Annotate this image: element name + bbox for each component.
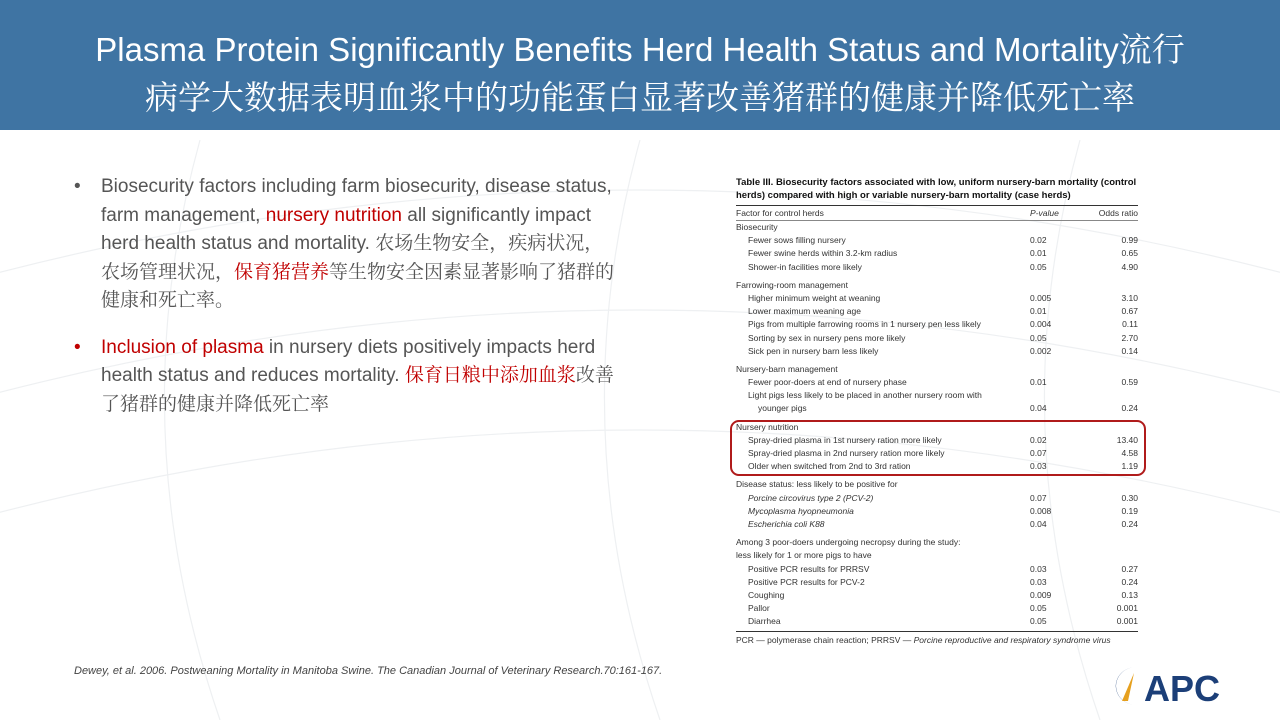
title-banner	[0, 0, 1280, 130]
bullet-list	[74, 173, 619, 437]
cell-odds-ratio: 4.90	[1121, 261, 1138, 272]
cell-odds-ratio: 0.30	[1121, 492, 1138, 503]
bullet-text: all significantly impact herd health status and mortality. 农场生物安全，疾病状况，农场管理状况，	[101, 204, 604, 283]
bullet-marker: •	[74, 176, 81, 197]
cell-odds-ratio: 0.001	[1116, 616, 1138, 627]
cell-pvalue: 0.02	[1030, 434, 1047, 445]
table-header	[736, 206, 1138, 220]
logo-text: APC	[1144, 668, 1221, 708]
table-group-heading: Nursery nutrition	[736, 421, 799, 432]
cell-odds-ratio: 0.27	[1121, 563, 1138, 574]
table-row	[736, 332, 1138, 345]
table-row	[736, 505, 1138, 518]
cell-pvalue	[1030, 389, 1090, 402]
bullet-biosecurity	[74, 173, 619, 316]
citation: Dewey, et al. 2006. Postweaning Mortality in Manitoba Swine. The Canadian Journal of Veterinary Research.70:161-167.	[74, 665, 663, 677]
cell-factor: Spray-dried plasma in 2nd nursery ration more likely	[748, 448, 945, 458]
cell-odds-ratio: 0.65	[1121, 248, 1138, 259]
cell-pvalue: 0.05	[1030, 616, 1047, 627]
cell-factor: Higher minimum weight at weaning	[748, 292, 881, 303]
cell-factor: Fewer poor-doers at end of nursery phase	[748, 377, 907, 388]
table-row	[736, 518, 1138, 531]
table-group-heading: Disease status: less likely to be positive for	[736, 479, 898, 490]
slide-title-line-2: 病学大数据表明血浆中的功能蛋白显著改善猪群的健康并降低死亡率	[145, 79, 1135, 116]
cell-odds-ratio: 1.19	[1121, 461, 1138, 472]
cell-pvalue: 0.07	[1030, 492, 1047, 503]
bullet-plasma	[74, 334, 619, 420]
cell-factor: Sorting by sex in nursery pens more likely	[748, 332, 906, 343]
highlight-text: Inclusion of plasma	[101, 336, 264, 358]
cell-odds-ratio: 0.67	[1121, 306, 1138, 317]
cell-odds-ratio: 0.24	[1121, 576, 1138, 587]
col-header-pvalue: P-value	[1030, 208, 1059, 218]
table-row	[736, 615, 1138, 628]
cell-odds-ratio: 0.13	[1121, 589, 1138, 600]
cell-pvalue: 0.01	[1030, 377, 1047, 388]
slide-title-line-1: Plasma Protein Significantly Benefits Herd Health Status and Mortality流行	[95, 31, 1185, 68]
table-row	[736, 305, 1138, 318]
table-row	[736, 234, 1138, 247]
nursery-nutrition-highlight	[730, 420, 1146, 476]
table-row	[736, 602, 1138, 615]
cell-pvalue: 0.04	[1030, 403, 1047, 414]
cell-factor: Fewer sows filling nursery	[748, 235, 846, 246]
highlight-text: 保育日粮中添加血浆	[404, 365, 576, 386]
cell-pvalue: 0.004	[1030, 319, 1052, 330]
table-row	[736, 563, 1138, 576]
table-caption: Table III. Biosecurity factors associated with low, uniform nursery-barn mortality (control herds) compared with high or variable nursery-barn mortality (case herds)	[736, 177, 1137, 201]
cell-odds-ratio: 0.24	[1121, 403, 1138, 414]
bullet-text: 等生物安全因素显著影响了猪群的健康和死亡率。	[101, 261, 615, 311]
cell-factor: Mycoplasma hyopneumonia	[748, 505, 854, 516]
cell-pvalue: 0.01	[1030, 306, 1047, 317]
table-row	[736, 376, 1138, 389]
table-footnote	[736, 634, 1138, 647]
cell-factor: Lower maximum weaning age	[748, 306, 861, 317]
cell-pvalue: 0.03	[1030, 563, 1047, 574]
cell-factor: Positive PCR results for PCV-2	[748, 576, 865, 587]
cell-odds-ratio: 0.11	[1122, 319, 1138, 330]
apc-logo	[1104, 663, 1264, 708]
table-row	[736, 492, 1138, 505]
cell-pvalue: 0.05	[1030, 603, 1047, 614]
cell-pvalue: 0.03	[1030, 576, 1047, 587]
cell-pvalue: 0.03	[1030, 461, 1047, 472]
cell-factor: Older when switched from 2nd to 3rd ration	[748, 461, 911, 472]
cell-pvalue: 0.01	[1030, 248, 1047, 259]
table-row	[736, 318, 1138, 331]
cell-odds-ratio: 13.40	[1116, 434, 1138, 445]
cell-factor: Coughing	[748, 589, 785, 600]
cell-factor: Pigs from multiple farrowing rooms in 1 nursery pen less likely	[748, 319, 981, 330]
table-row	[736, 389, 1138, 402]
cell-pvalue: 0.04	[1030, 518, 1047, 529]
table-group-heading: Biosecurity	[736, 222, 778, 232]
footnote-text: PCR — polymerase chain reaction; PRRSV —	[736, 635, 914, 646]
cell-odds-ratio	[1090, 389, 1138, 402]
bullet-marker: •	[74, 336, 81, 358]
table-row	[736, 345, 1138, 358]
table-group-heading: Farrowing-room management	[736, 279, 848, 290]
cell-odds-ratio: 0.001	[1116, 603, 1138, 614]
cell-factor: Escherichia coli K88	[748, 518, 825, 529]
cell-factor: Porcine circovirus type 2 (PCV-2)	[748, 492, 874, 503]
cell-pvalue: 0.05	[1030, 332, 1047, 343]
table-row	[736, 576, 1138, 589]
table-row	[736, 589, 1138, 602]
cell-odds-ratio: 0.24	[1121, 518, 1138, 529]
cell-factor: Light pigs less likely to be placed in another nursery room with	[748, 390, 982, 401]
cell-pvalue: 0.005	[1030, 292, 1052, 303]
cell-pvalue: 0.008	[1030, 505, 1052, 516]
cell-factor: Shower-in facilities more likely	[748, 261, 862, 272]
cell-odds-ratio: 3.10	[1121, 292, 1138, 303]
cell-factor: Spray-dried plasma in 1st nursery ration more likely	[748, 434, 942, 445]
table-row	[736, 247, 1138, 260]
bullet-text: in nursery diets positively impacts herd health status and reduces mortality.	[101, 336, 596, 386]
table-row	[736, 292, 1138, 305]
cell-odds-ratio: 2.70	[1121, 332, 1138, 343]
table-group-heading: Nursery-barn management	[736, 363, 838, 374]
cell-factor: Sick pen in nursery barn less likely	[748, 345, 879, 356]
bullet-text: Biosecurity factors including farm biosecurity, disease status, farm management,	[101, 176, 612, 226]
cell-pvalue: 0.05	[1030, 261, 1047, 272]
biosecurity-table	[736, 176, 1138, 647]
table-row	[736, 261, 1138, 274]
cell-pvalue: 0.02	[1030, 235, 1047, 246]
cell-pvalue: 0.002	[1030, 345, 1052, 356]
cell-odds-ratio: 0.59	[1121, 377, 1138, 388]
table-group-heading: less likely for 1 or more pigs to have	[736, 550, 872, 561]
cell-odds-ratio: 0.19	[1121, 505, 1138, 516]
bullet-text: 改善了猪群的健康并降低死亡率	[101, 365, 614, 415]
cell-odds-ratio: 0.14	[1121, 345, 1138, 356]
cell-factor: Diarrhea	[748, 616, 781, 627]
highlight-text: 保育猪营养	[234, 261, 330, 283]
cell-factor: Fewer swine herds within 3.2-km radius	[748, 248, 898, 259]
table-row	[736, 402, 1138, 415]
cell-odds-ratio: 0.99	[1121, 235, 1138, 246]
cell-factor: Positive PCR results for PRRSV	[748, 563, 870, 574]
col-header-factor: Factor for control herds	[736, 208, 824, 218]
cell-pvalue: 0.07	[1030, 448, 1047, 458]
cell-factor: younger pigs	[758, 403, 807, 414]
cell-factor: Pallor	[748, 603, 770, 614]
highlight-text: nursery nutrition	[265, 204, 402, 226]
footnote-italic-text: Porcine reproductive and respiratory syndrome virus	[913, 635, 1111, 646]
cell-pvalue: 0.009	[1030, 589, 1052, 600]
col-header-odds: Odds ratio	[1098, 208, 1138, 218]
table-group-heading: Among 3 poor-doers undergoing necropsy during the study:	[736, 537, 961, 548]
cell-odds-ratio: 4.58	[1121, 448, 1138, 458]
